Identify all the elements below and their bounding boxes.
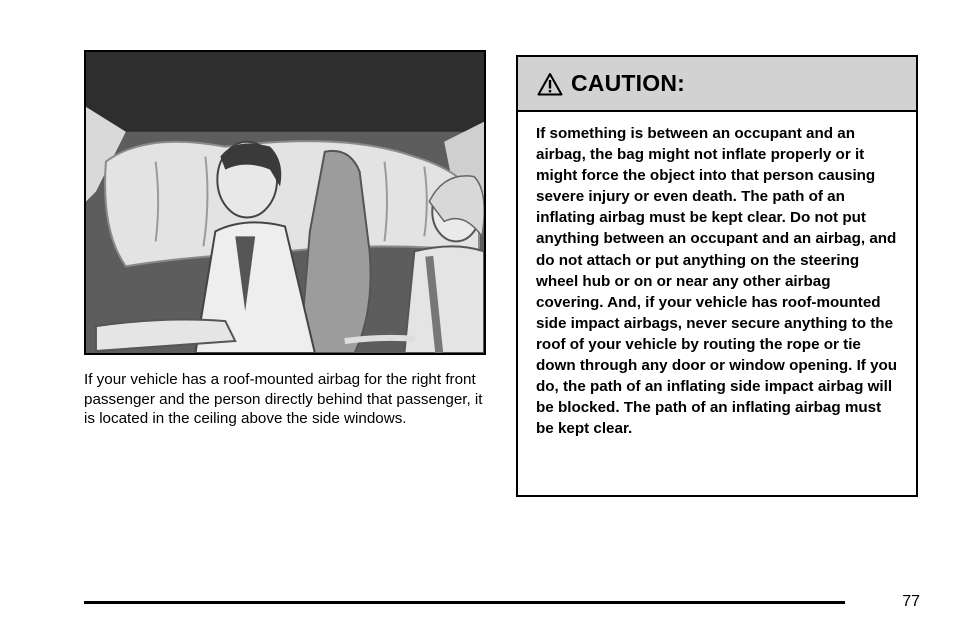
caution-box bbox=[516, 55, 918, 497]
caution-header bbox=[518, 57, 916, 112]
caution-title: CAUTION: bbox=[571, 70, 686, 96]
airbag-illustration bbox=[84, 50, 486, 355]
warning-triangle-icon bbox=[537, 72, 563, 96]
footer-rule bbox=[84, 601, 845, 604]
page-number: 77 bbox=[902, 593, 920, 610]
airbag-illustration-drawing bbox=[86, 52, 484, 353]
caution-text: If something is between an occupant and an airbag, the bag might not inflate properly or it might force the object into that person causing severe injury or even death. The path of an inflating airbag must be kept clear. Do not put anything between an occupant and an airbag, and do not attach or put anything on the steering wheel hub or on or near any other airbag covering. And, if your vehicle has roof-mounted side impact airbags, never secure anything to the roof of your vehicle by routing the rope or tie down through any door or window opening. If you do, the path of an inflating side impact airbag will be blocked. The path of an inflating airbag must be kept clear. bbox=[536, 125, 898, 438]
figure-caption: If your vehicle has a roof-mounted airbag for the right front passenger and the person directly behind that passenger, it is located in the ceiling above the side windows. bbox=[84, 371, 483, 428]
